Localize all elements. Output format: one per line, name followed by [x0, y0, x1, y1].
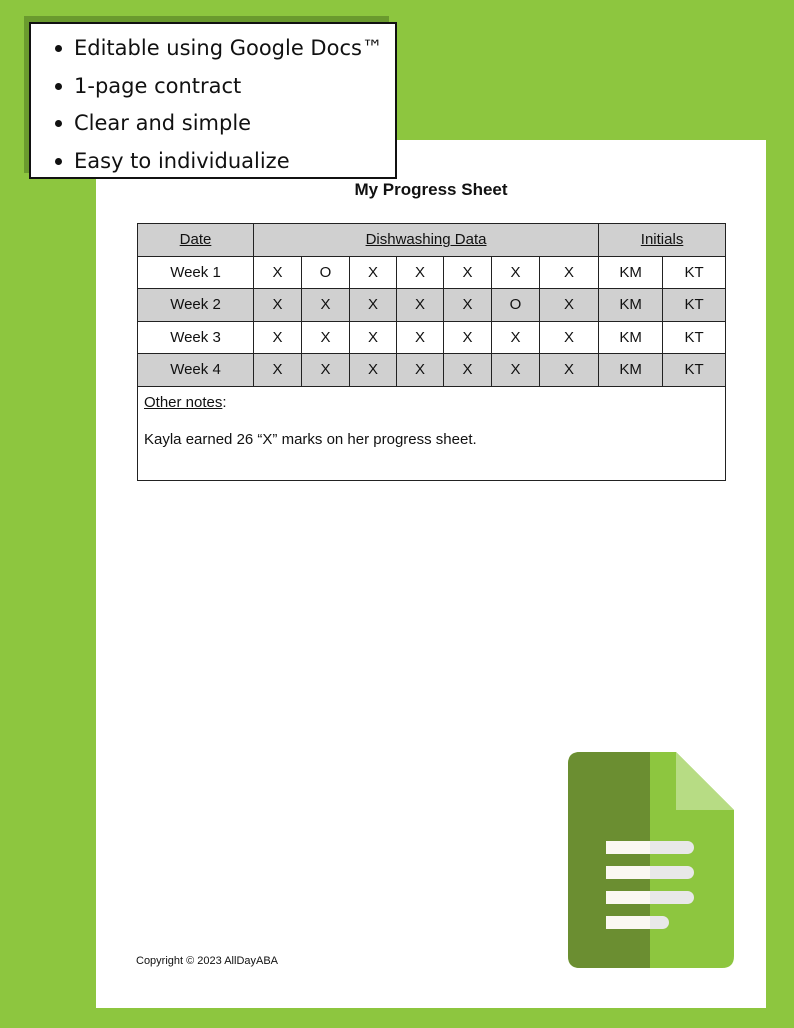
docs-icon-dark-half [568, 752, 650, 968]
mark-cell: X [444, 354, 492, 387]
copyright-text: Copyright © 2023 AllDayABA [136, 955, 279, 967]
bullet-icon [55, 120, 62, 127]
initials-cell: KM [599, 321, 663, 354]
initials-cell: KM [599, 354, 663, 387]
mark-cell: X [254, 289, 302, 322]
table-row [138, 321, 726, 354]
mark-cell: X [397, 321, 444, 354]
notes-text: Kayla earned 26 “X” marks on her progress sheet. [144, 430, 477, 448]
mark-cell: X [397, 256, 444, 289]
mark-cell: X [254, 321, 302, 354]
notes-row [138, 386, 726, 480]
sheet-title: My Progress Sheet [354, 180, 508, 199]
bullet-icon [55, 83, 62, 90]
mark-cell: X [350, 256, 397, 289]
mark-cell: X [444, 256, 492, 289]
mark-cell: X [302, 289, 350, 322]
docs-icon-line-left [606, 841, 650, 854]
feature-item [49, 68, 385, 106]
mark-cell: X [397, 289, 444, 322]
mark-cell: O [302, 256, 350, 289]
table-header-row [138, 224, 726, 257]
initials-cell: KT [663, 289, 726, 322]
mark-cell: X [444, 289, 492, 322]
docs-icon-fold [676, 752, 734, 810]
date-header: Date [138, 224, 254, 257]
mark-cell: X [350, 289, 397, 322]
notes-label: Other notes [144, 393, 223, 411]
feature-label: Editable using Google Docs™ [74, 36, 383, 60]
feature-label: Clear and simple [74, 111, 252, 135]
week-label: Week 1 [138, 256, 254, 289]
mark-cell: X [350, 354, 397, 387]
mark-cell: X [540, 289, 599, 322]
mark-cell: X [254, 354, 302, 387]
week-label: Week 2 [138, 289, 254, 322]
initials-cell: KT [663, 354, 726, 387]
initials-cell: KM [599, 256, 663, 289]
mark-cell: X [492, 321, 540, 354]
notes-cell [138, 386, 726, 480]
mark-cell: X [444, 321, 492, 354]
mark-cell: X [350, 321, 397, 354]
mark-cell: X [302, 321, 350, 354]
feature-item [49, 105, 385, 143]
mark-cell: X [492, 354, 540, 387]
dishwashing-data-header: Dishwashing Data [254, 224, 599, 257]
feature-item [49, 30, 385, 68]
bullet-icon [55, 45, 62, 52]
feature-callout [29, 22, 397, 179]
google-docs-icon [568, 752, 734, 970]
feature-item [49, 143, 385, 181]
bullet-icon [55, 158, 62, 165]
mark-cell: X [540, 354, 599, 387]
mark-cell: O [492, 289, 540, 322]
table-row [138, 354, 726, 387]
mark-cell: X [492, 256, 540, 289]
docs-icon-line-left [606, 891, 650, 904]
docs-icon-line-left [606, 866, 650, 879]
feature-label: 1-page contract [74, 73, 242, 98]
mark-cell: X [540, 256, 599, 289]
mark-cell: X [397, 354, 444, 387]
table-row [138, 289, 726, 322]
feature-label: Easy to individualize [74, 148, 290, 173]
feature-list [49, 30, 385, 180]
initials-cell: KT [663, 321, 726, 354]
table-row [138, 256, 726, 289]
initials-cell: KM [599, 289, 663, 322]
mark-cell: X [302, 354, 350, 387]
initials-header: Initials [599, 224, 726, 257]
notes-colon: : [222, 393, 227, 411]
progress-table [137, 223, 726, 481]
initials-cell: KT [663, 256, 726, 289]
mark-cell: X [254, 256, 302, 289]
week-label: Week 4 [138, 354, 254, 387]
mark-cell: X [540, 321, 599, 354]
week-label: Week 3 [138, 321, 254, 354]
docs-icon-line-left [606, 916, 650, 929]
